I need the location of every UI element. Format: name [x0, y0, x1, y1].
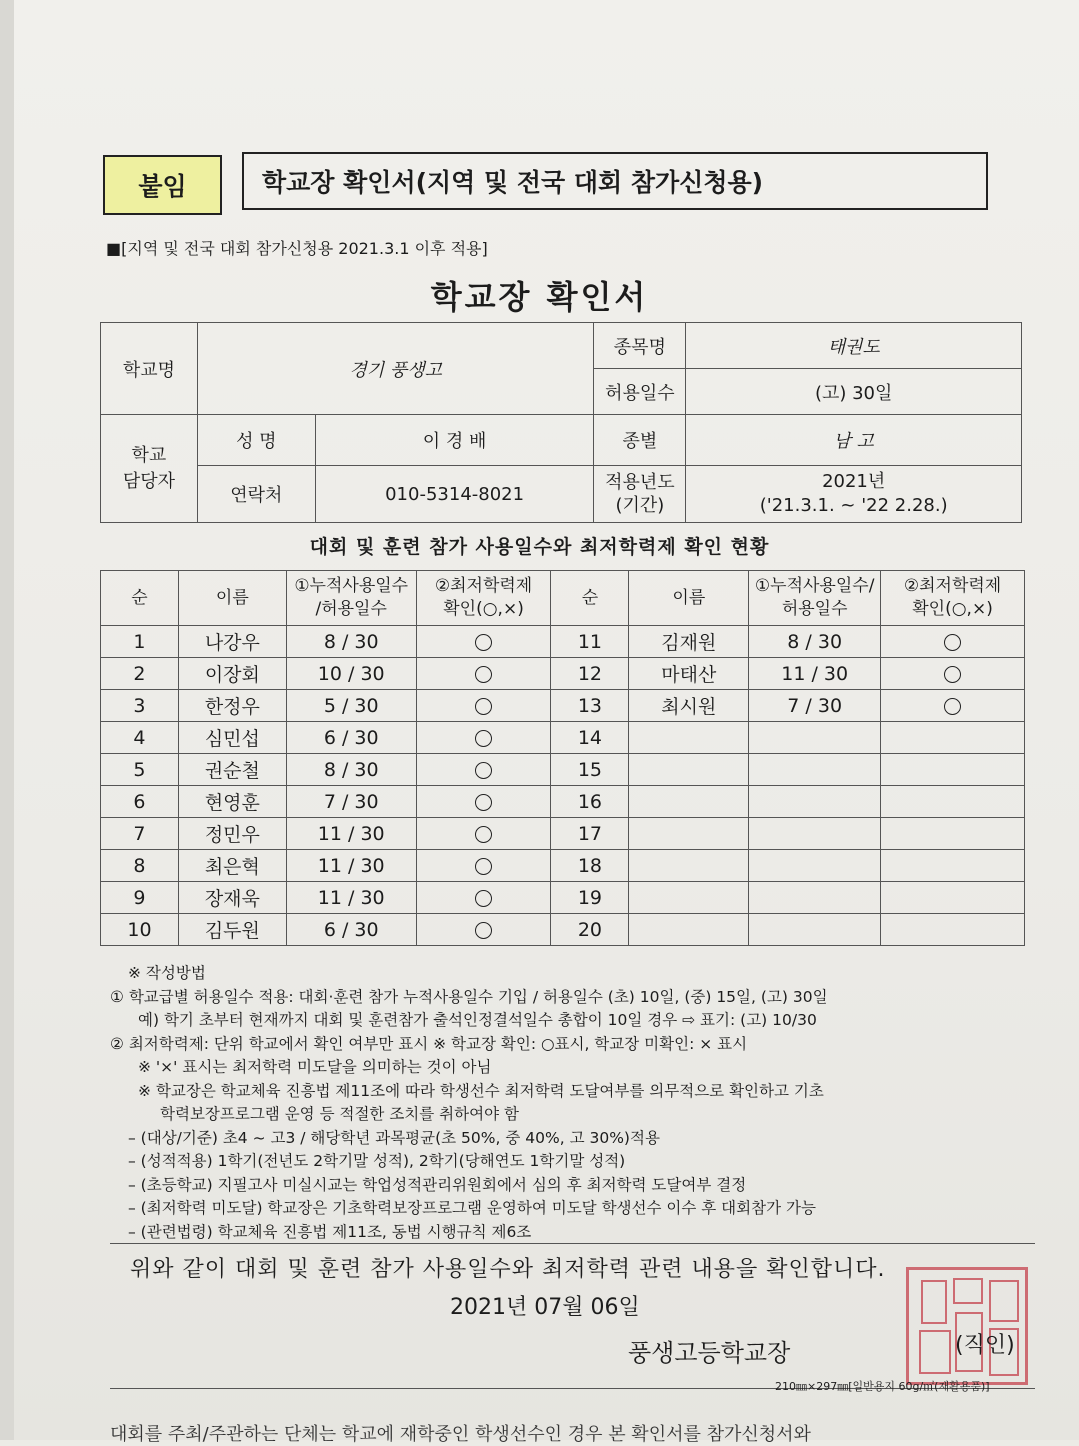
- check-circle-icon: [475, 826, 492, 843]
- cell-no: 18: [551, 850, 629, 882]
- instruction-line: ② 최저학력제: 단위 학교에서 확인 여부만 표시 ※ 학교장 확인: ○표시, 학교장 미확인: × 표시: [110, 1034, 748, 1053]
- cell-check: [881, 786, 1025, 818]
- period-year: 2021년: [822, 470, 886, 492]
- cell-no: 7: [101, 818, 179, 850]
- cell-check: [416, 914, 551, 946]
- gender-value: 남 고: [686, 415, 1022, 466]
- cell-name: [629, 818, 749, 850]
- cell-check: [416, 786, 551, 818]
- cell-no: 12: [551, 658, 629, 690]
- cell-days: [749, 914, 881, 946]
- cell-name: 이장회: [178, 658, 286, 690]
- check-circle-icon: [475, 922, 492, 939]
- cell-name: 나강우: [178, 626, 286, 658]
- cell-name: 장재욱: [178, 882, 286, 914]
- instruction-line: ※ 학교장은 학교체육 진흥법 제11조에 따라 학생선수 최저학력 도달여부를 의무적으로 확인하고 기초: [138, 1081, 824, 1100]
- cell-no: 2: [101, 658, 179, 690]
- cell-no: 3: [101, 690, 179, 722]
- manager-label: 학교 담당자: [101, 415, 198, 523]
- cell-name: [629, 850, 749, 882]
- table-row: [101, 786, 1025, 818]
- instruction-line: – (대상/기준) 초4 ~ 고3 / 해당학년 과목평균(초 50%, 중 40%, 고 30%)적용: [128, 1128, 660, 1147]
- cell-days: [749, 818, 881, 850]
- cell-no: 9: [101, 882, 179, 914]
- roster-table: [100, 570, 1025, 946]
- cell-name: 김두원: [178, 914, 286, 946]
- table-row: [101, 882, 1025, 914]
- cell-name: 정민우: [178, 818, 286, 850]
- check-circle-icon: [944, 634, 961, 651]
- cell-check: [881, 722, 1025, 754]
- cut-off-text: 대회를 주최/주관하는 단체는 학교에 재학중인 학생선수인 경우 본 확인서를 참가신청서와: [110, 1424, 811, 1445]
- header-days: ①누적사용일수 /허용일수: [286, 571, 416, 626]
- cell-check: [416, 882, 551, 914]
- cell-check: [881, 754, 1025, 786]
- instruction-line: – (초등학교) 지필고사 미실시교는 학업성적관리위원회에서 심의 후 최저학력 도달여부 결정: [128, 1175, 747, 1194]
- check-circle-icon: [475, 858, 492, 875]
- check-circle-icon: [475, 794, 492, 811]
- cell-no: 17: [551, 818, 629, 850]
- table-row: [101, 626, 1025, 658]
- cell-no: 1: [101, 626, 179, 658]
- cell-name: [629, 754, 749, 786]
- header-check-right: ②최저학력제 확인(○,×): [881, 571, 1025, 626]
- instruction-line: 예) 학기 초부터 현재까지 대회 및 훈련참가 출석인정결석일수 총합이 10일 경우 ⇨ 표기: (고) 10/30: [138, 1011, 817, 1029]
- table-row: [101, 850, 1025, 882]
- header-name: 이름: [178, 571, 286, 626]
- issue-date: 2021년 07월 06일: [450, 1295, 640, 1320]
- cell-days: 11 / 30: [286, 850, 416, 882]
- cell-no: 8: [101, 850, 179, 882]
- cell-name: 최은혁: [178, 850, 286, 882]
- instruction-line: ※ 작성방법: [128, 964, 206, 982]
- cell-name: 권순철: [178, 754, 286, 786]
- cell-check: [881, 914, 1025, 946]
- cell-name: 최시원: [629, 690, 749, 722]
- cell-days: 11 / 30: [286, 818, 416, 850]
- event-value: 태권도: [686, 323, 1022, 369]
- instruction-line: – (관련법령) 학교체육 진흥법 제11조, 동법 시행규칙 제6조: [128, 1222, 532, 1241]
- cell-days: [749, 786, 881, 818]
- header-days-right: ①누적사용일수/ 허용일수: [749, 571, 881, 626]
- instruction-line: – (성적적용) 1학기(전년도 2학기말 성적), 2학기(당해연도 1학기말 성적): [128, 1152, 626, 1170]
- cell-no: 15: [551, 754, 629, 786]
- name-label: 성 명: [197, 415, 315, 466]
- cell-check: [881, 882, 1025, 914]
- cell-no: 14: [551, 722, 629, 754]
- days-value: (고) 30일: [686, 369, 1022, 415]
- check-circle-icon: [944, 666, 961, 683]
- document-title: 학교장 확인서: [430, 278, 649, 316]
- cell-days: [749, 754, 881, 786]
- table-row: [101, 914, 1025, 946]
- days-label: 허용일수: [594, 369, 686, 415]
- instruction-line: ① 학교급별 허용일수 적용: 대회·훈련 참가 누적사용일수 기입 / 허용일수 (초) 10일, (중) 15일, (고) 30일: [110, 987, 828, 1006]
- cell-name: 김재원: [629, 626, 749, 658]
- header-no: 순: [101, 571, 179, 626]
- school-label: 학교명: [101, 323, 198, 415]
- cell-days: 8 / 30: [286, 626, 416, 658]
- table-row: [101, 658, 1025, 690]
- cell-days: 11 / 30: [286, 882, 416, 914]
- cell-check: [416, 722, 551, 754]
- table-row: [101, 818, 1025, 850]
- attachment-badge: 붙임: [103, 155, 222, 215]
- divider-top: [110, 1243, 1035, 1244]
- header-no-right: 순: [551, 571, 629, 626]
- cell-no: 5: [101, 754, 179, 786]
- instructions: [110, 962, 1035, 1244]
- cell-check: [416, 754, 551, 786]
- paper-size-note: 210㎜×297㎜[일반용지 60g/㎡(재활용품)]: [775, 1380, 990, 1393]
- cell-check: [881, 818, 1025, 850]
- cell-name: 한정우: [178, 690, 286, 722]
- gender-label: 종별: [594, 415, 686, 466]
- applicability-note: ■[지역 및 전국 대회 참가신청용 2021.3.1 이후 적용]: [106, 239, 488, 258]
- header-title: 학교장 확인서(지역 및 전국 대회 참가신청용): [242, 152, 988, 210]
- seal-note: (직인): [955, 1333, 1015, 1358]
- cell-name: [629, 914, 749, 946]
- period-range: ('21.3.1. ~ '22 2.28.): [759, 495, 948, 516]
- cell-no: 10: [101, 914, 179, 946]
- instruction-line: – (최저학력 미도달) 학교장은 기초학력보장프로그램 운영하여 미도달 학생선수 이수 후 대회참가 가능: [128, 1199, 816, 1217]
- cell-check: [416, 690, 551, 722]
- instruction-line: ※ '×' 표시는 최저학력 미도달을 의미하는 것이 아님: [138, 1058, 492, 1076]
- cell-check: [416, 658, 551, 690]
- cell-no: 4: [101, 722, 179, 754]
- table-row: [101, 754, 1025, 786]
- check-circle-icon: [475, 698, 492, 715]
- cell-no: 20: [551, 914, 629, 946]
- table-row: [101, 690, 1025, 722]
- contact-value: 010-5314-8021: [315, 466, 594, 523]
- name-value: 이 경 배: [315, 415, 594, 466]
- cell-name: [629, 722, 749, 754]
- principal-name: 풍생고등학교장: [628, 1339, 791, 1367]
- cell-days: 8 / 30: [749, 626, 881, 658]
- cell-name: 마태산: [629, 658, 749, 690]
- cell-check: [416, 850, 551, 882]
- cell-days: 6 / 30: [286, 722, 416, 754]
- cell-no: 19: [551, 882, 629, 914]
- school-value: 경기 풍생고: [197, 323, 594, 415]
- cell-days: 11 / 30: [749, 658, 881, 690]
- period-label: 적용년도 (기간): [594, 466, 686, 523]
- roster-title: 대회 및 훈련 참가 사용일수와 최저학력제 확인 현황: [309, 536, 770, 558]
- table-row: [101, 722, 1025, 754]
- cell-no: 13: [551, 690, 629, 722]
- cell-check: [416, 818, 551, 850]
- check-circle-icon: [475, 666, 492, 683]
- period-value: [686, 466, 1022, 523]
- cell-days: 8 / 30: [286, 754, 416, 786]
- cell-check: [881, 658, 1025, 690]
- cell-check: [881, 850, 1025, 882]
- event-label: 종목명: [594, 323, 686, 369]
- cell-name: 현영훈: [178, 786, 286, 818]
- cell-check: [416, 626, 551, 658]
- cell-no: 6: [101, 786, 179, 818]
- confirmation-statement: 위와 같이 대회 및 훈련 참가 사용일수와 최저학력 관련 내용을 확인합니다.: [130, 1257, 886, 1282]
- cell-days: 5 / 30: [286, 690, 416, 722]
- cell-name: [629, 786, 749, 818]
- official-seal: [906, 1267, 1028, 1385]
- cell-check: [881, 690, 1025, 722]
- contact-label: 연락처: [197, 466, 315, 523]
- cell-days: [749, 722, 881, 754]
- cell-no: 16: [551, 786, 629, 818]
- cell-days: 7 / 30: [286, 786, 416, 818]
- cell-days: [749, 850, 881, 882]
- cell-check: [881, 626, 1025, 658]
- check-circle-icon: [944, 698, 961, 715]
- cell-name: 심민섭: [178, 722, 286, 754]
- cell-days: [749, 882, 881, 914]
- cell-days: 10 / 30: [286, 658, 416, 690]
- page-edge: [0, 0, 14, 1440]
- header-check: ②최저학력제 확인(○,×): [416, 571, 551, 626]
- cell-days: 7 / 30: [749, 690, 881, 722]
- cell-days: 6 / 30: [286, 914, 416, 946]
- header-name-right: 이름: [629, 571, 749, 626]
- check-circle-icon: [475, 762, 492, 779]
- check-circle-icon: [475, 890, 492, 907]
- check-circle-icon: [475, 730, 492, 747]
- cell-no: 11: [551, 626, 629, 658]
- cell-name: [629, 882, 749, 914]
- instruction-line: 학력보장프로그램 운영 등 적절한 조치를 취하여야 함: [160, 1105, 519, 1123]
- check-circle-icon: [475, 634, 492, 651]
- school-info-table: [100, 322, 1022, 523]
